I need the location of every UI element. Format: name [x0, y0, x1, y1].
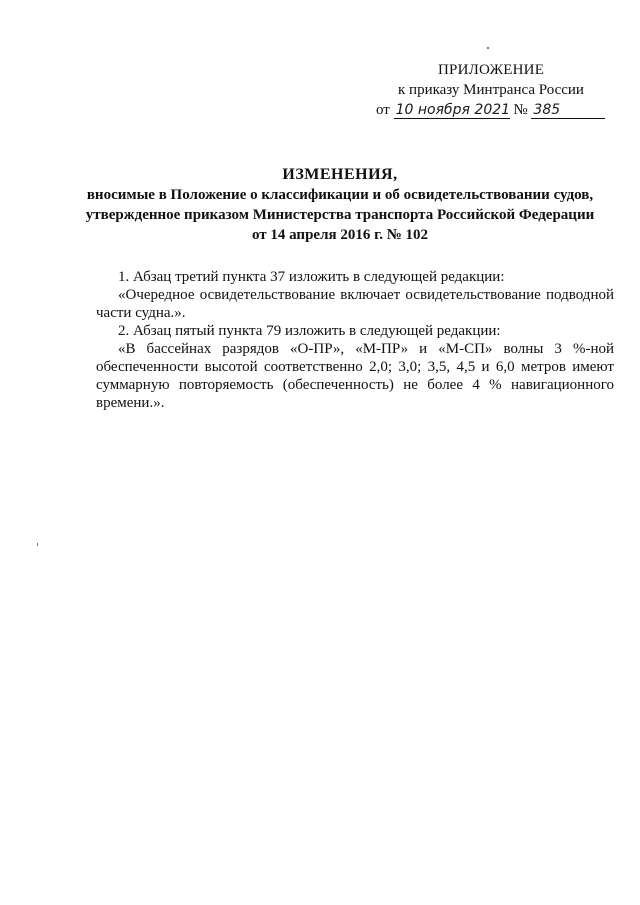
- document-heading: [60, 165, 620, 245]
- handwritten-number: 385: [531, 102, 605, 119]
- item-1-instruction: 1. Абзац третий пункта 37 изложить в следующей редакции:: [118, 269, 505, 285]
- heading-line-2: утвержденное приказом Министерства транспорта Российской Федерации: [85, 207, 595, 223]
- appendix-order: к приказу Минтранса России: [398, 82, 584, 98]
- appendix-title: ПРИЛОЖЕНИЕ: [438, 62, 545, 78]
- scan-speck: [487, 47, 489, 49]
- date-prefix: от: [376, 102, 390, 118]
- item-2-instruction: 2. Абзац пятый пункта 79 изложить в следующей редакции:: [118, 323, 501, 339]
- document-body: [96, 268, 614, 412]
- heading-title: ИЗМЕНЕНИЯ,: [282, 166, 398, 183]
- heading-line-1: вносимые в Положение о классификации и об освидетельствовании судов,: [86, 187, 594, 203]
- number-prefix: №: [513, 102, 528, 118]
- handwritten-date: 10 ноября 2021: [395, 102, 511, 118]
- heading-line-3: от 14 апреля 2016 г. № 102: [251, 227, 429, 243]
- scan-speck: [37, 543, 38, 546]
- appendix-block: [370, 60, 610, 120]
- appendix-date-line: [376, 100, 610, 120]
- item-1-text: «Очередное освидетельствование включает освидетельствование подводной части судна.».: [96, 287, 614, 321]
- item-2-text: «В бассейнах разрядов «О-ПР», «М-ПР» и «М-СП» волны 3 %-ной обеспеченности высотой соответственно 2,0; 3,0; 3,5, 4,5 и 6,0 метров имеют суммарную повторяемость (обеспеченность) не более 4 % навигационного времени.».: [96, 341, 614, 411]
